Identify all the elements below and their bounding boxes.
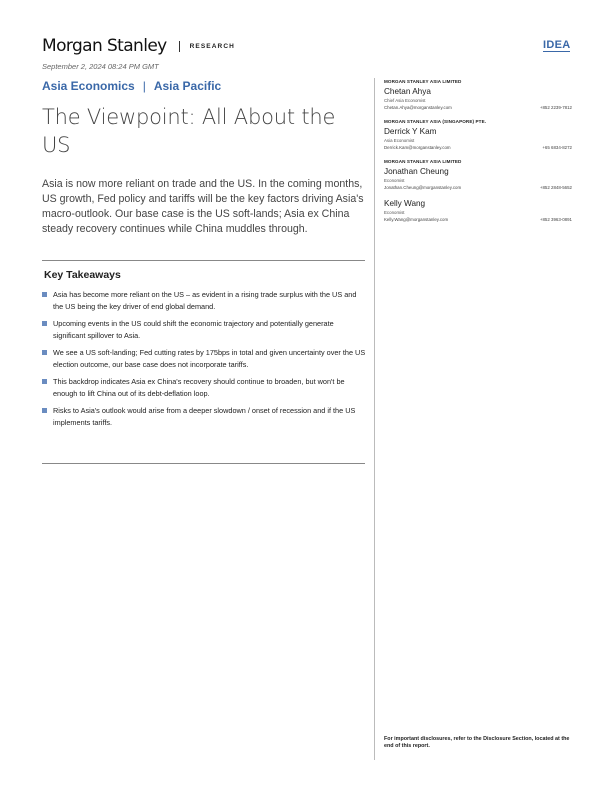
takeaway-item xyxy=(42,289,367,313)
takeaway-item xyxy=(42,347,367,371)
key-takeaways-list xyxy=(42,289,367,434)
analyst-card xyxy=(384,199,572,222)
report-title: The Viewpoint: All About the US xyxy=(42,105,336,157)
key-takeaways-title: Key Takeaways xyxy=(44,269,121,281)
report-header xyxy=(42,36,235,56)
key-takeaways-bottom-rule xyxy=(42,463,365,464)
analyst-name: Chetan Ahya xyxy=(384,87,431,96)
report-tags xyxy=(42,79,221,93)
takeaway-item xyxy=(42,376,367,400)
analyst-email[interactable]: Kelly.Wang@morganstanley.com xyxy=(384,217,449,222)
takeaway-text: This backdrop indicates Asia ex China's recovery should continue to broaden, but won't be enough to lift China out of its debt-deflation loop. xyxy=(53,377,345,398)
square-bullet-icon xyxy=(42,408,47,413)
disclosure-note: For important disclosures, refer to the Disclosure Section, located at the end of this report. xyxy=(384,736,570,749)
takeaway-item xyxy=(42,405,367,429)
takeaway-text: Upcoming events in the US could shift the economic trajectory and potentially generate significant spillover to Asia. xyxy=(53,319,334,340)
analyst-email[interactable]: Chetan.Ahya@morganstanley.com xyxy=(384,105,452,110)
firm-name: MORGAN STANLEY ASIA (SINGAPORE) PTE. xyxy=(384,119,487,124)
takeaway-item xyxy=(42,318,367,342)
analyst-contact-row xyxy=(384,145,572,150)
analyst-contact-row xyxy=(384,185,572,190)
tag-separator: | xyxy=(142,79,146,93)
brand-logo: Morgan Stanley xyxy=(42,36,167,56)
analyst-phone: +852 2848-5652 xyxy=(539,185,572,190)
analyst-phone: +852 2239-7812 xyxy=(539,105,572,110)
contact-group xyxy=(384,159,572,222)
analyst-contact-row xyxy=(384,217,572,222)
tag-region[interactable]: Asia Pacific xyxy=(153,79,222,93)
analyst-role: Asia Economist xyxy=(384,138,415,143)
analyst-card xyxy=(384,167,572,190)
analyst-phone: +65 6834-8272 xyxy=(542,145,572,150)
analyst-role: Chief Asia Economist xyxy=(384,98,426,103)
analyst-email[interactable]: Derrick.Kam@morganstanley.com xyxy=(384,145,451,150)
square-bullet-icon xyxy=(42,321,47,326)
idea-badge: IDEA xyxy=(543,39,571,51)
analyst-email[interactable]: Jonathan.Cheung@morganstanley.com xyxy=(384,185,462,190)
analyst-card xyxy=(384,87,572,110)
takeaway-text: We see a US soft-landing; Fed cutting rates by 175bps in total and given uncertainty over the US election outcome, our base case does not incorporate tariffs. xyxy=(53,348,366,369)
analyst-role: Economist xyxy=(384,210,405,215)
contact-group xyxy=(384,119,572,150)
section-label: RESEARCH xyxy=(189,42,235,50)
contact-group xyxy=(384,79,572,110)
analyst-contact-row xyxy=(384,105,572,110)
analyst-role: Economist xyxy=(384,178,405,183)
takeaway-text: Asia has become more reliant on the US – as evident in a rising trade surplus with the US and the US being the key driver of end global demand. xyxy=(53,290,357,311)
tag-topic[interactable]: Asia Economics xyxy=(42,79,135,93)
analyst-name: Kelly Wang xyxy=(384,199,426,208)
analyst-card xyxy=(384,127,572,150)
column-divider xyxy=(374,78,375,760)
analyst-contacts xyxy=(384,79,572,231)
takeaway-text: Risks to Asia's outlook would arise from a deeper slowdown / onset of recession and if the US implements tariffs. xyxy=(53,406,356,427)
square-bullet-icon xyxy=(42,292,47,297)
analyst-phone: +852 3963-0891 xyxy=(539,217,572,222)
analyst-name: Jonathan Cheung xyxy=(384,167,449,176)
report-summary: Asia is now more reliant on trade and the US. In the coming months, US growth, Fed policy and tariffs will be the key factors driving Asia's macro-outlook. Our base case is the US soft-lands; Asia ex China steady recovery continues while China muddles through. xyxy=(42,178,364,235)
key-takeaways-top-rule xyxy=(42,260,365,261)
publish-date: September 2, 2024 08:24 PM GMT xyxy=(42,62,159,71)
header-divider xyxy=(179,41,180,52)
square-bullet-icon xyxy=(42,350,47,355)
analyst-name: Derrick Y Kam xyxy=(384,127,437,136)
firm-name: MORGAN STANLEY ASIA LIMITED xyxy=(384,159,462,164)
square-bullet-icon xyxy=(42,379,47,384)
firm-name: MORGAN STANLEY ASIA LIMITED xyxy=(384,79,462,84)
